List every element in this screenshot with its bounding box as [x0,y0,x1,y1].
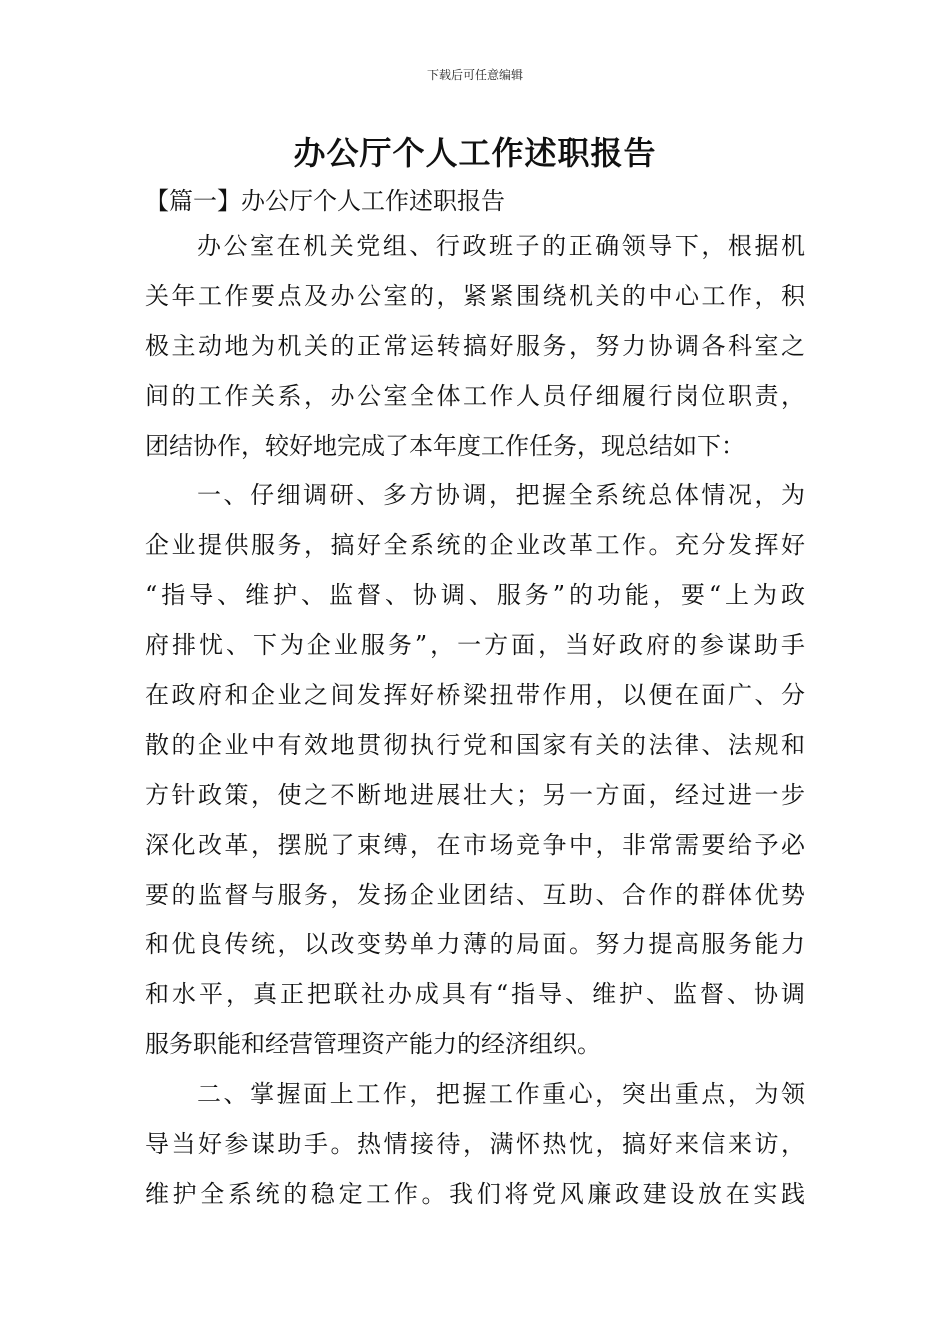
paragraph-2-line: 散的企业中有效地贯彻执行党和国家有关的法律、法规和 [145,730,805,759]
paragraph-2-line: 在政府和企业之间发挥好桥梁扭带作用，以便在面广、分 [145,681,805,710]
paragraph-2-line: 服务职能和经营管理资产能力的经济组织。 [145,1030,601,1059]
document-title: 办公厅个人工作述职报告 [293,134,657,172]
paragraph-2-line: 企业提供服务，搞好全系统的企业改革工作。充分发挥好 [145,531,805,560]
paragraph-1-line: 间的工作关系，办公室全体工作人员仔细履行岗位职责， [145,381,805,410]
paragraph-2-line: 方针政策，使之不断地进展壮大；另一方面，经过进一步 [145,780,805,809]
paragraph-2-line: 深化改革，摆脱了束缚，在市场竞争中，非常需要给予必 [145,830,805,859]
paragraph-1-line: 团结协作，较好地完成了本年度工作任务，现总结如下： [145,431,745,460]
paragraph-3-line: 维护全系统的稳定工作。我们将党风廉政建设放在实践 [145,1179,805,1208]
paragraph-2-line: 府排忧、下为企业服务”，一方面，当好政府的参谋助手 [145,631,805,660]
paragraph-2-line: “指导、维护、监督、协调、服务”的功能，要“上为政 [145,581,805,610]
paragraph-1-line: 极主动地为机关的正常运转搞好服务，努力协调各科室之 [145,331,805,360]
paragraph-1-line: 关年工作要点及办公室的，紧紧围绕机关的中心工作，积 [145,281,805,310]
header-note: 下载后可任意编辑 [426,68,523,82]
paragraph-3-line: 二、掌握面上工作，把握工作重心，突出重点，为领 [197,1080,805,1109]
paragraph-2-line: 一、仔细调研、多方协调，把握全系统总体情况，为 [197,481,805,510]
document-body [145,222,805,1220]
section-subtitle: 【篇一】办公厅个人工作述职报告 [145,187,505,215]
paragraph-2-line: 和优良传统，以改变势单力薄的局面。努力提高服务能力 [145,930,805,959]
paragraph-2-line: 和水平，真正把联社办成具有“指导、维护、监督、协调 [145,980,805,1009]
paragraph-2-line: 要的监督与服务，发扬企业团结、互助、合作的群体优势 [145,880,805,909]
paragraph-1-line: 办公室在机关党组、行政班子的正确领导下，根据机 [197,232,805,260]
paragraph-3-line: 导当好参谋助手。热情接待，满怀热忱，搞好来信来访， [145,1130,805,1159]
